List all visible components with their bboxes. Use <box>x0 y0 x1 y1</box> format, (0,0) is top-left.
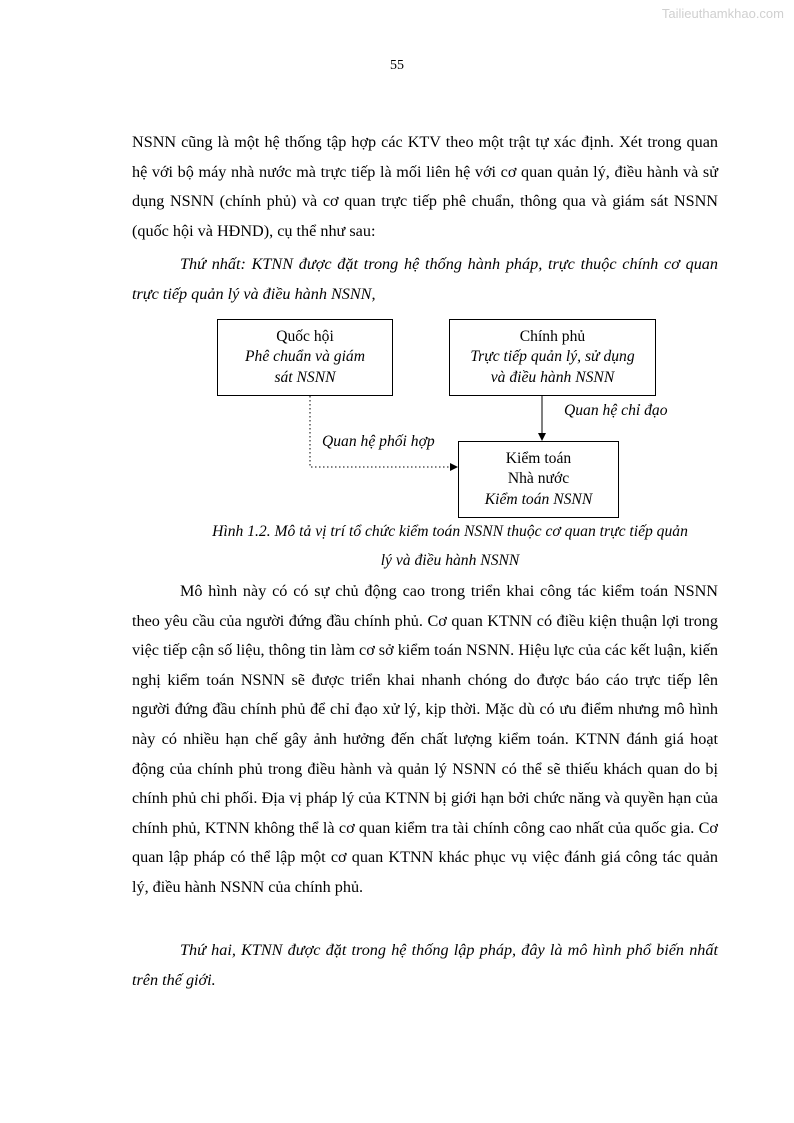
state-audit-box <box>458 441 619 518</box>
state-audit-subtitle: Nhà nước <box>507 470 570 488</box>
figure-caption-line1: Hình 1.2. Mô tả vị trí tổ chức kiểm toán NSNN thuộc cơ quan trực tiếp quản <box>212 523 688 540</box>
national-assembly-role-line1: Phê chuẩn và giám <box>245 348 365 366</box>
government-title: Chính phủ <box>519 327 586 345</box>
national-assembly-box <box>217 319 393 396</box>
paragraph-model-analysis: Mô hình này có có sự chủ động cao trong triển khai công tác kiểm toán NSNN theo yêu cầu của người đứng đầu chính phủ. Cơ quan KTNN có điều kiện thuận lợi trong việc tiếp cận số liệu, thông tin làm cơ sở kiểm toán NSNN. Hiệu lực của các kết luận, kiến nghị kiểm toán NSNN sẽ được triển khai nhanh chóng do được báo cáo trực tiếp lên người đứng đầu chính phủ để chỉ đạo xử lý, kịp thời. Mặc dù có ưu điểm nhưng mô hình này có nhiều hạn chế gây ảnh hưởng đến chất lượng kiểm toán. KTNN đánh giá hoạt động của chính phủ trong điều hành và quản lý NSNN có thể sẽ thiếu khách quan do bị chính phủ chi phối. Địa vị pháp lý của KTNN bị giới hạn bởi chức năng và quyền hạn của chính phủ, KTNN không thể là cơ quan kiểm tra tài chính công cao nhất của quốc gia. Cơ quan lập pháp có thể lập một cơ quan KTNN khác phục vụ việc đánh giá công tác quản lý, điều hành NSNN của chính phủ. <box>132 582 718 896</box>
paragraph-intro: NSNN cũng là một hệ thống tập hợp các KTV theo một trật tự xác định. Xét trong quan hệ với bộ máy nhà nước mà trực tiếp là mối liên hệ với cơ quan quản lý, điều hành và sử dụng NSNN (chính phủ) và cơ quan trực tiếp phê chuẩn, thông qua và giám sát NSNN (quốc hội và HĐND), cụ thể như sau: <box>132 133 718 240</box>
figure-caption <box>130 517 770 575</box>
figure-caption-line2: lý và điều hành NSNN <box>380 552 520 569</box>
government-role-line1: Trực tiếp quản lý, sử dụng <box>470 348 635 366</box>
state-audit-role: Kiểm toán NSNN <box>484 490 593 508</box>
page-number: 55 <box>390 58 404 73</box>
coordination-relation-label: Quan hệ phối hợp <box>322 433 435 450</box>
national-assembly-title: Quốc hội <box>276 327 334 345</box>
government-box <box>449 319 656 396</box>
paragraph-second-model: Thứ hai, KTNN được đặt trong hệ thống lập pháp, đây là mô hình phổ biến nhất trên thế giới. <box>132 941 718 989</box>
paragraph-first-model: Thứ nhất: KTNN được đặt trong hệ thống hành pháp, trực thuộc chính cơ quan trực tiếp quản lý và điều hành NSNN, <box>132 255 718 303</box>
coordination-connector <box>310 396 457 467</box>
watermark: Tailieuthamkhao.com <box>661 6 784 21</box>
government-role-line2: và điều hành NSNN <box>490 368 615 386</box>
directive-relation-label: Quan hệ chỉ đạo <box>564 402 668 419</box>
state-audit-title: Kiểm toán <box>505 449 572 467</box>
national-assembly-role-line2: sát NSNN <box>274 368 336 386</box>
